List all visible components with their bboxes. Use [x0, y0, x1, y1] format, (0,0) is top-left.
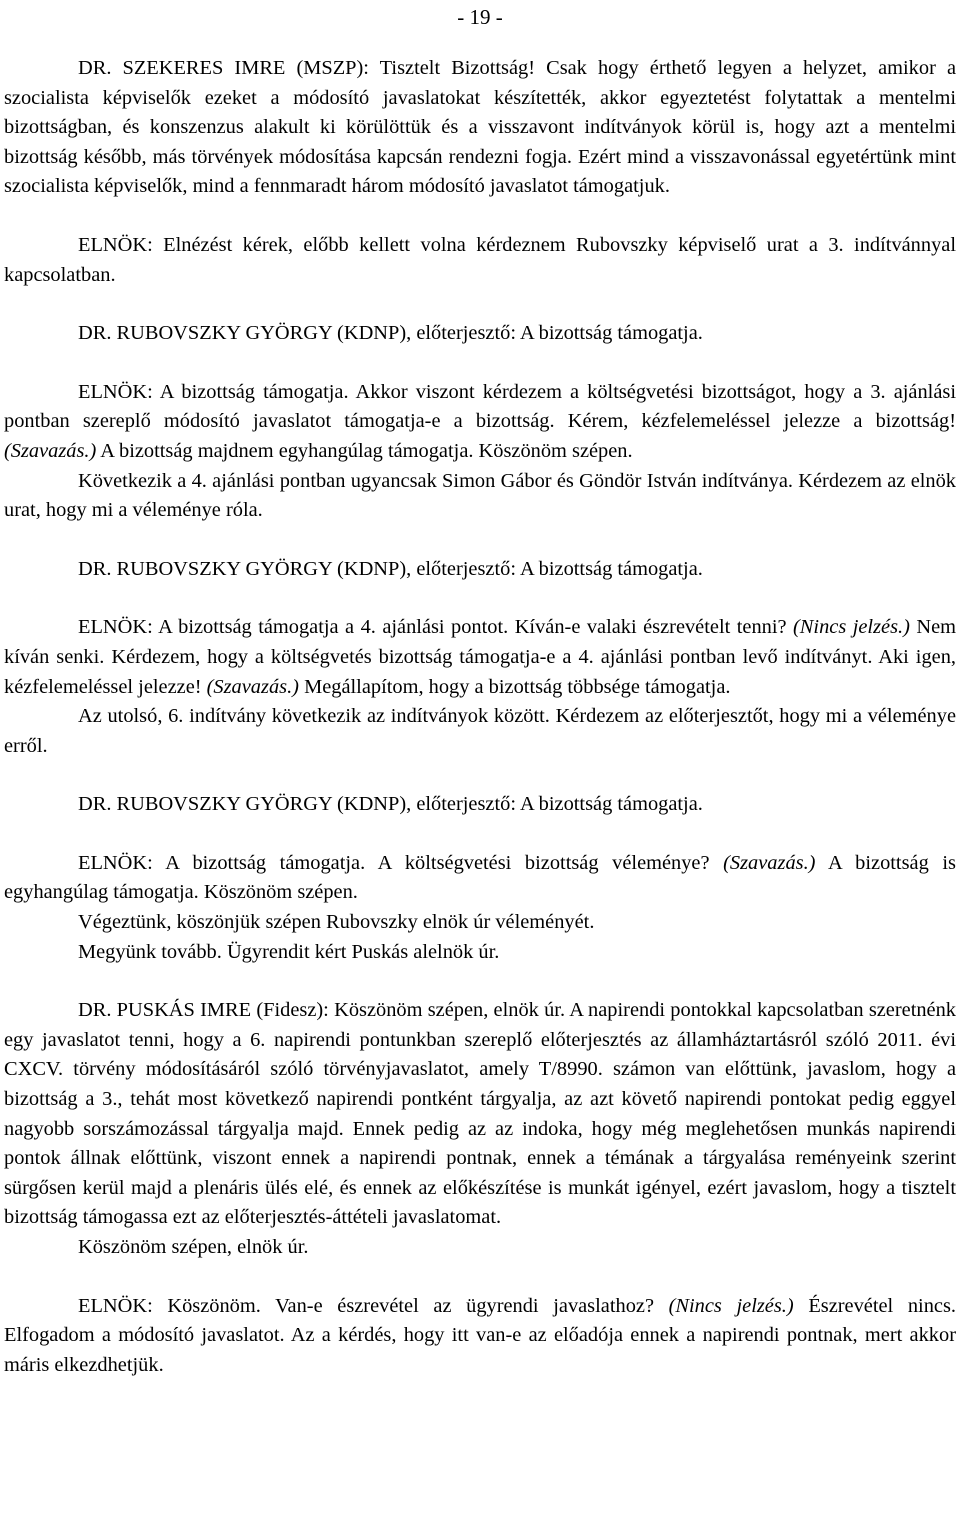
paragraph-kovetkezik: Következik a 4. ajánlási pontban ugyancsak Simon Gábor és Göndör István indítványa. Kérdezem az elnök urat, hogy mi a véleménye róla.	[4, 469, 956, 522]
stage-direction: (Szavazás.)	[206, 675, 299, 698]
paragraph-utolso: Az utolsó, 6. indítvány következik az indítványok között. Kérdezem az előterjesztőt, hogy mi a véleménye erről.	[4, 705, 956, 757]
paragraph-rubovszky-2: DR. RUBOVSZKY GYÖRGY (KDNP), előterjesztő: A bizottság támogatja.	[78, 557, 703, 580]
paragraph-megyunk: Megyünk tovább. Ügyrendit kért Puskás alelnök úr.	[78, 940, 500, 963]
stage-direction: (Szavazás.)	[4, 439, 97, 462]
stage-direction: (Nincs jelzés.)	[793, 616, 910, 639]
paragraph-szekeres: DR. SZEKERES IMRE (MSZP): Tisztelt Bizottság! Csak hogy érthető legyen a helyzet, amikor a szocialista képviselők ezeket a módosító javaslatokat készítették, akkor egyeztetést folytattak a mentelmi bizottságban, és konszenzus alakult ki körülöttük és a visszavont indítványok körül is, hogy azt a mentelmi bizottság később, más törvények módosítása kapcsán rendezni fogja. Ezért mind a visszavonással egyetértünk mint szocialista képviselők, mind a fennmaradt három módosító javaslatot támogatjuk.	[4, 57, 956, 198]
paragraph-puskas: DR. PUSKÁS IMRE (Fidesz): Köszönöm szépen, elnök úr. A napirendi pontokkal kapcsolatban szeretnénk egy javaslatot tenni, hogy a 6. napirendi pontunkban szereplő előterjesztés az államháztartásról szóló 2011. évi CXCV. törvény módosításáról szóló törvényjavaslatot, amely T/8990. számon van előttünk, javaslom, hogy a bizottság a 3., tehát most következő napirendi pontként tárgyalja, az azt követő napirendi pontokat pedig eggyel nagyobb sorszámozással tárgyalja majd. Ennek pedig az az indoka, hogy még meglehetősen munkás napirendi pontok állnak előttünk, viszont ennek a napirendi pontnak, ennek a témának a tárgyalása reményeink szerint sürgősen kerül majd a plenáris ülés elé, és ennek az előkészítése is munkát igényel, ezért javaslom, hogy a tisztelt bizottság támogassa ezt az előterjesztés-áttételi javaslatomat.	[4, 999, 956, 1229]
paragraph-elnok-2: ELNÖK: A bizottság támogatja. Akkor viszont kérdezem a költségvetési bizottságot, hogy a 3. ajánlási pontban szereplő módosító javaslatot támogatja-e a bizottság. Kérem, kézfelemeléssel jelezze a bizottság! (Szavazás.) A bizottság majdnem egyhangúlag támogatja. Köszönöm szépen.	[4, 380, 956, 462]
paragraph-vegeztunk: Végeztünk, köszönjük szépen Rubovszky elnök úr véleményét.	[78, 911, 595, 934]
paragraph-rubovszky-1: DR. RUBOVSZKY GYÖRGY (KDNP), előterjesztő: A bizottság támogatja.	[78, 322, 703, 345]
paragraph-elnok-3: ELNÖK: A bizottság támogatja a 4. ajánlási pontot. Kíván-e valaki észrevételt tenni? (Nincs jelzés.) Nem kíván senki. Kérdezem, hogy a költségvetés bizottság támogatja-e a 4. ajánlási pontban levő indítványt. Aki igen, kézfelemeléssel jelezze! (Szavazás.) Megállapítom, hogy a bizottság többsége támogatja.	[4, 616, 956, 698]
paragraph-elnok-5: ELNÖK: Köszönöm. Van-e észrevétel az ügyrendi javaslathoz? (Nincs jelzés.) Észrevétel nincs. Elfogadom a módosító javaslatot. Az a kérdés, hogy itt van-e az előadója ennek a napirendi pontnak, mert akkor máris elkezdhetjük.	[4, 1294, 956, 1376]
paragraph-koszonom: Köszönöm szépen, elnök úr.	[78, 1236, 309, 1258]
stage-direction: (Szavazás.)	[723, 851, 816, 874]
page-content	[4, 0, 956, 1380]
paragraph-elnok-1: ELNÖK: Elnézést kérek, előbb kellett volna kérdeznem Rubovszky képviselő urat a 3. indítvánnyal kapcsolatban.	[4, 233, 956, 286]
page-number: - 19 -	[457, 5, 503, 29]
stage-direction: (Nincs jelzés.)	[668, 1294, 794, 1317]
paragraph-rubovszky-3: DR. RUBOVSZKY GYÖRGY (KDNP), előterjesztő: A bizottság támogatja.	[78, 793, 703, 816]
paragraph-elnok-4: ELNÖK: A bizottság támogatja. A költségvetési bizottság véleménye? (Szavazás.) A bizottság is egyhangúlag támogatja. Köszönöm szépen.	[4, 851, 956, 904]
